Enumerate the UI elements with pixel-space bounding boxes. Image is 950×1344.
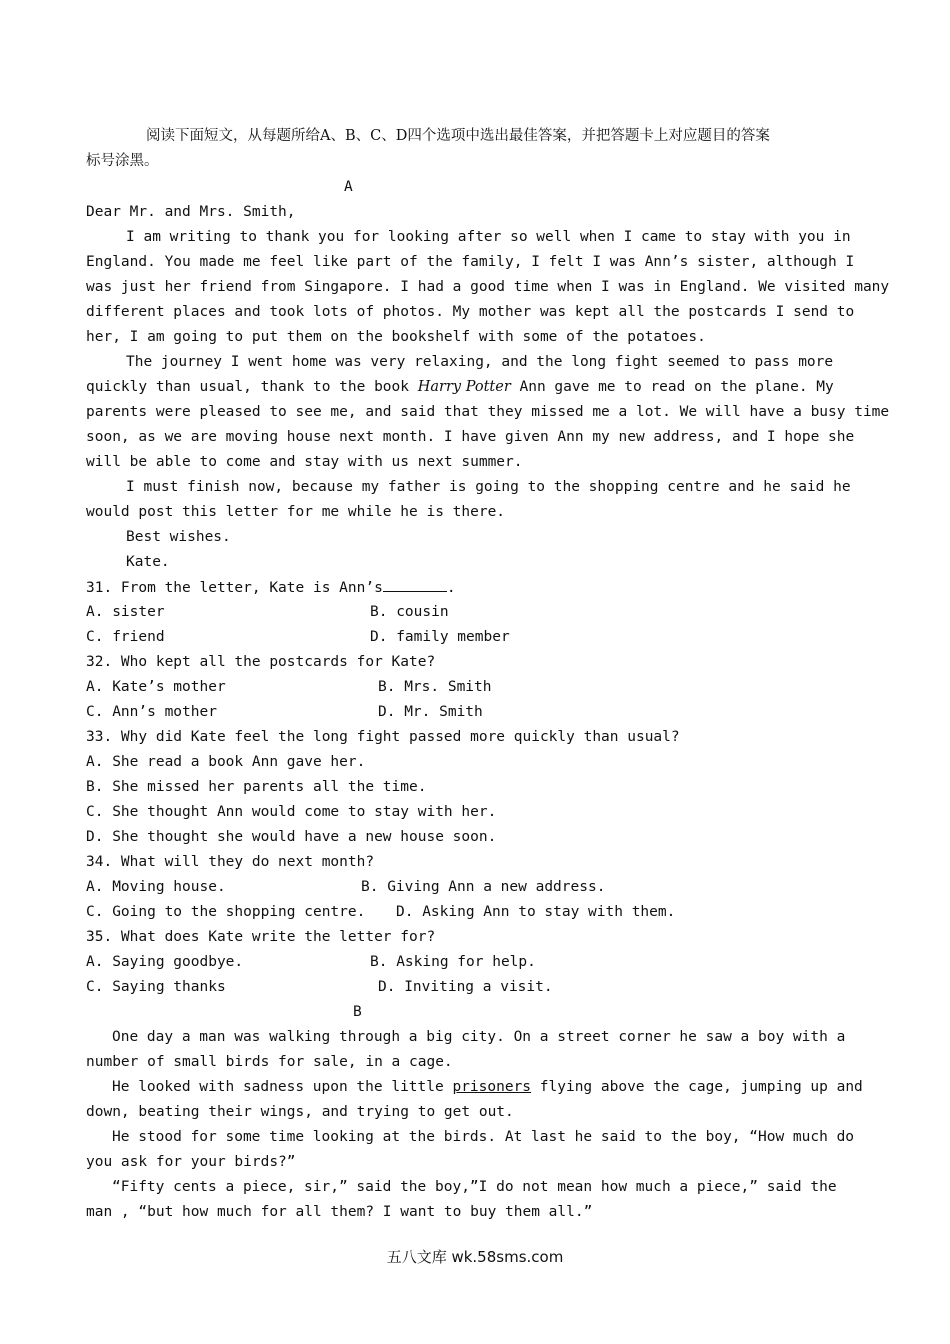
- story-line: you ask for your birds?”: [86, 1154, 296, 1170]
- letter-text: quickly than usual, thank to the book: [86, 379, 418, 395]
- option-35-b: B. Asking for help.: [370, 954, 536, 970]
- letter-closing: Best wishes.: [126, 529, 231, 545]
- story-line-underlined: [112, 1077, 863, 1097]
- question-punct: .: [446, 580, 456, 596]
- story-line: He stood for some time looking at the birds. At last he said to the boy, “How much do: [112, 1129, 855, 1145]
- story-line: One day a man was walking through a big city. On a street corner he saw a boy with a: [112, 1029, 846, 1045]
- story-line: number of small birds for sale, in a cage.: [86, 1054, 453, 1070]
- story-line: “Fifty cents a piece, sir,” said the boy,”I do not mean how much a piece,” said the: [112, 1179, 837, 1195]
- option-31-d: D. family member: [370, 629, 510, 645]
- question-34: 34. What will they do next month?: [86, 854, 375, 870]
- option-31-c: C. friend: [86, 629, 165, 645]
- option-32-a: A. Kate’s mother: [86, 679, 226, 695]
- page-footer-watermark: 五八文库 wk.58sms.com: [386, 1248, 564, 1266]
- option-33-a: A. She read a book Ann gave her.: [86, 754, 366, 770]
- option-34-d: D. Asking Ann to stay with them.: [396, 904, 676, 920]
- letter-greeting: Dear Mr. and Mrs. Smith,: [86, 204, 296, 220]
- answer-blank: [383, 577, 447, 592]
- letter-line: would post this letter for me while he is there.: [86, 504, 506, 520]
- letter-line: I must finish now, because my father is going to the shopping centre and he said he: [126, 479, 851, 495]
- letter-line: will be able to come and stay with us next summer.: [86, 454, 523, 470]
- instruction-line-2: 标号涂黑。: [86, 153, 159, 169]
- option-35-c: C. Saying thanks: [86, 979, 226, 995]
- letter-line: The journey I went home was very relaxing, and the long fight seemed to pass more: [126, 354, 834, 370]
- letter-signature: Kate.: [126, 554, 170, 570]
- option-35-a: A. Saying goodbye.: [86, 954, 244, 970]
- question-31: [86, 577, 456, 598]
- option-34-c: C. Going to the shopping centre.: [86, 904, 366, 920]
- letter-text: Ann gave me to read on the plane. My: [510, 379, 834, 395]
- letter-line: parents were pleased to see me, and said that they missed me a lot. We will have a busy time: [86, 404, 890, 420]
- letter-line: soon, as we are moving house next month. I have given Ann my new address, and I hope she: [86, 429, 855, 445]
- question-33: 33. Why did Kate feel the long fight passed more quickly than usual?: [86, 729, 680, 745]
- option-34-b: B. Giving Ann a new address.: [361, 879, 606, 895]
- letter-line-with-title: [86, 377, 834, 397]
- story-text: He looked with sadness upon the little: [112, 1079, 453, 1095]
- letter-line: was just her friend from Singapore. I had a good time when I was in England. We visited many: [86, 279, 890, 295]
- letter-line: different places and took lots of photos. My mother was kept all the postcards I send to: [86, 304, 855, 320]
- option-35-d: D. Inviting a visit.: [378, 979, 553, 995]
- letter-line: her, I am going to put them on the bookshelf with some of the potatoes.: [86, 329, 706, 345]
- book-title: Harry Potter: [417, 379, 511, 395]
- option-31-a: A. sister: [86, 604, 165, 620]
- underlined-word: prisoners: [452, 1079, 532, 1095]
- story-line: man , “but how much for all them? I want to buy them all.”: [86, 1204, 593, 1220]
- passage-b-label: B: [353, 1004, 362, 1020]
- option-34-a: A. Moving house.: [86, 879, 226, 895]
- option-32-d: D. Mr. Smith: [378, 704, 483, 720]
- question-text: 31. From the letter, Kate is Ann’s: [86, 580, 383, 596]
- option-31-b: B. cousin: [370, 604, 449, 620]
- question-35: 35. What does Kate write the letter for?: [86, 929, 436, 945]
- option-33-d: D. She thought she would have a new house soon.: [86, 829, 497, 845]
- story-text: flying above the cage, jumping up and: [531, 1079, 863, 1095]
- option-33-b: B. She missed her parents all the time.: [86, 779, 427, 795]
- story-line: down, beating their wings, and trying to get out.: [86, 1104, 514, 1120]
- option-32-b: B. Mrs. Smith: [378, 679, 492, 695]
- letter-line: England. You made me feel like part of the family, I felt I was Ann’s sister, although I: [86, 254, 855, 270]
- instruction-line-1: 阅读下面短文，从每题所给A、B、C、D四个选项中选出最佳答案，并把答题卡上对应题目的答案: [146, 128, 770, 144]
- question-32: 32. Who kept all the postcards for Kate?: [86, 654, 436, 670]
- option-32-c: C. Ann’s mother: [86, 704, 217, 720]
- letter-line: I am writing to thank you for looking after so well when I came to stay with you in: [126, 229, 851, 245]
- option-33-c: C. She thought Ann would come to stay with her.: [86, 804, 497, 820]
- passage-a-label: A: [344, 179, 353, 195]
